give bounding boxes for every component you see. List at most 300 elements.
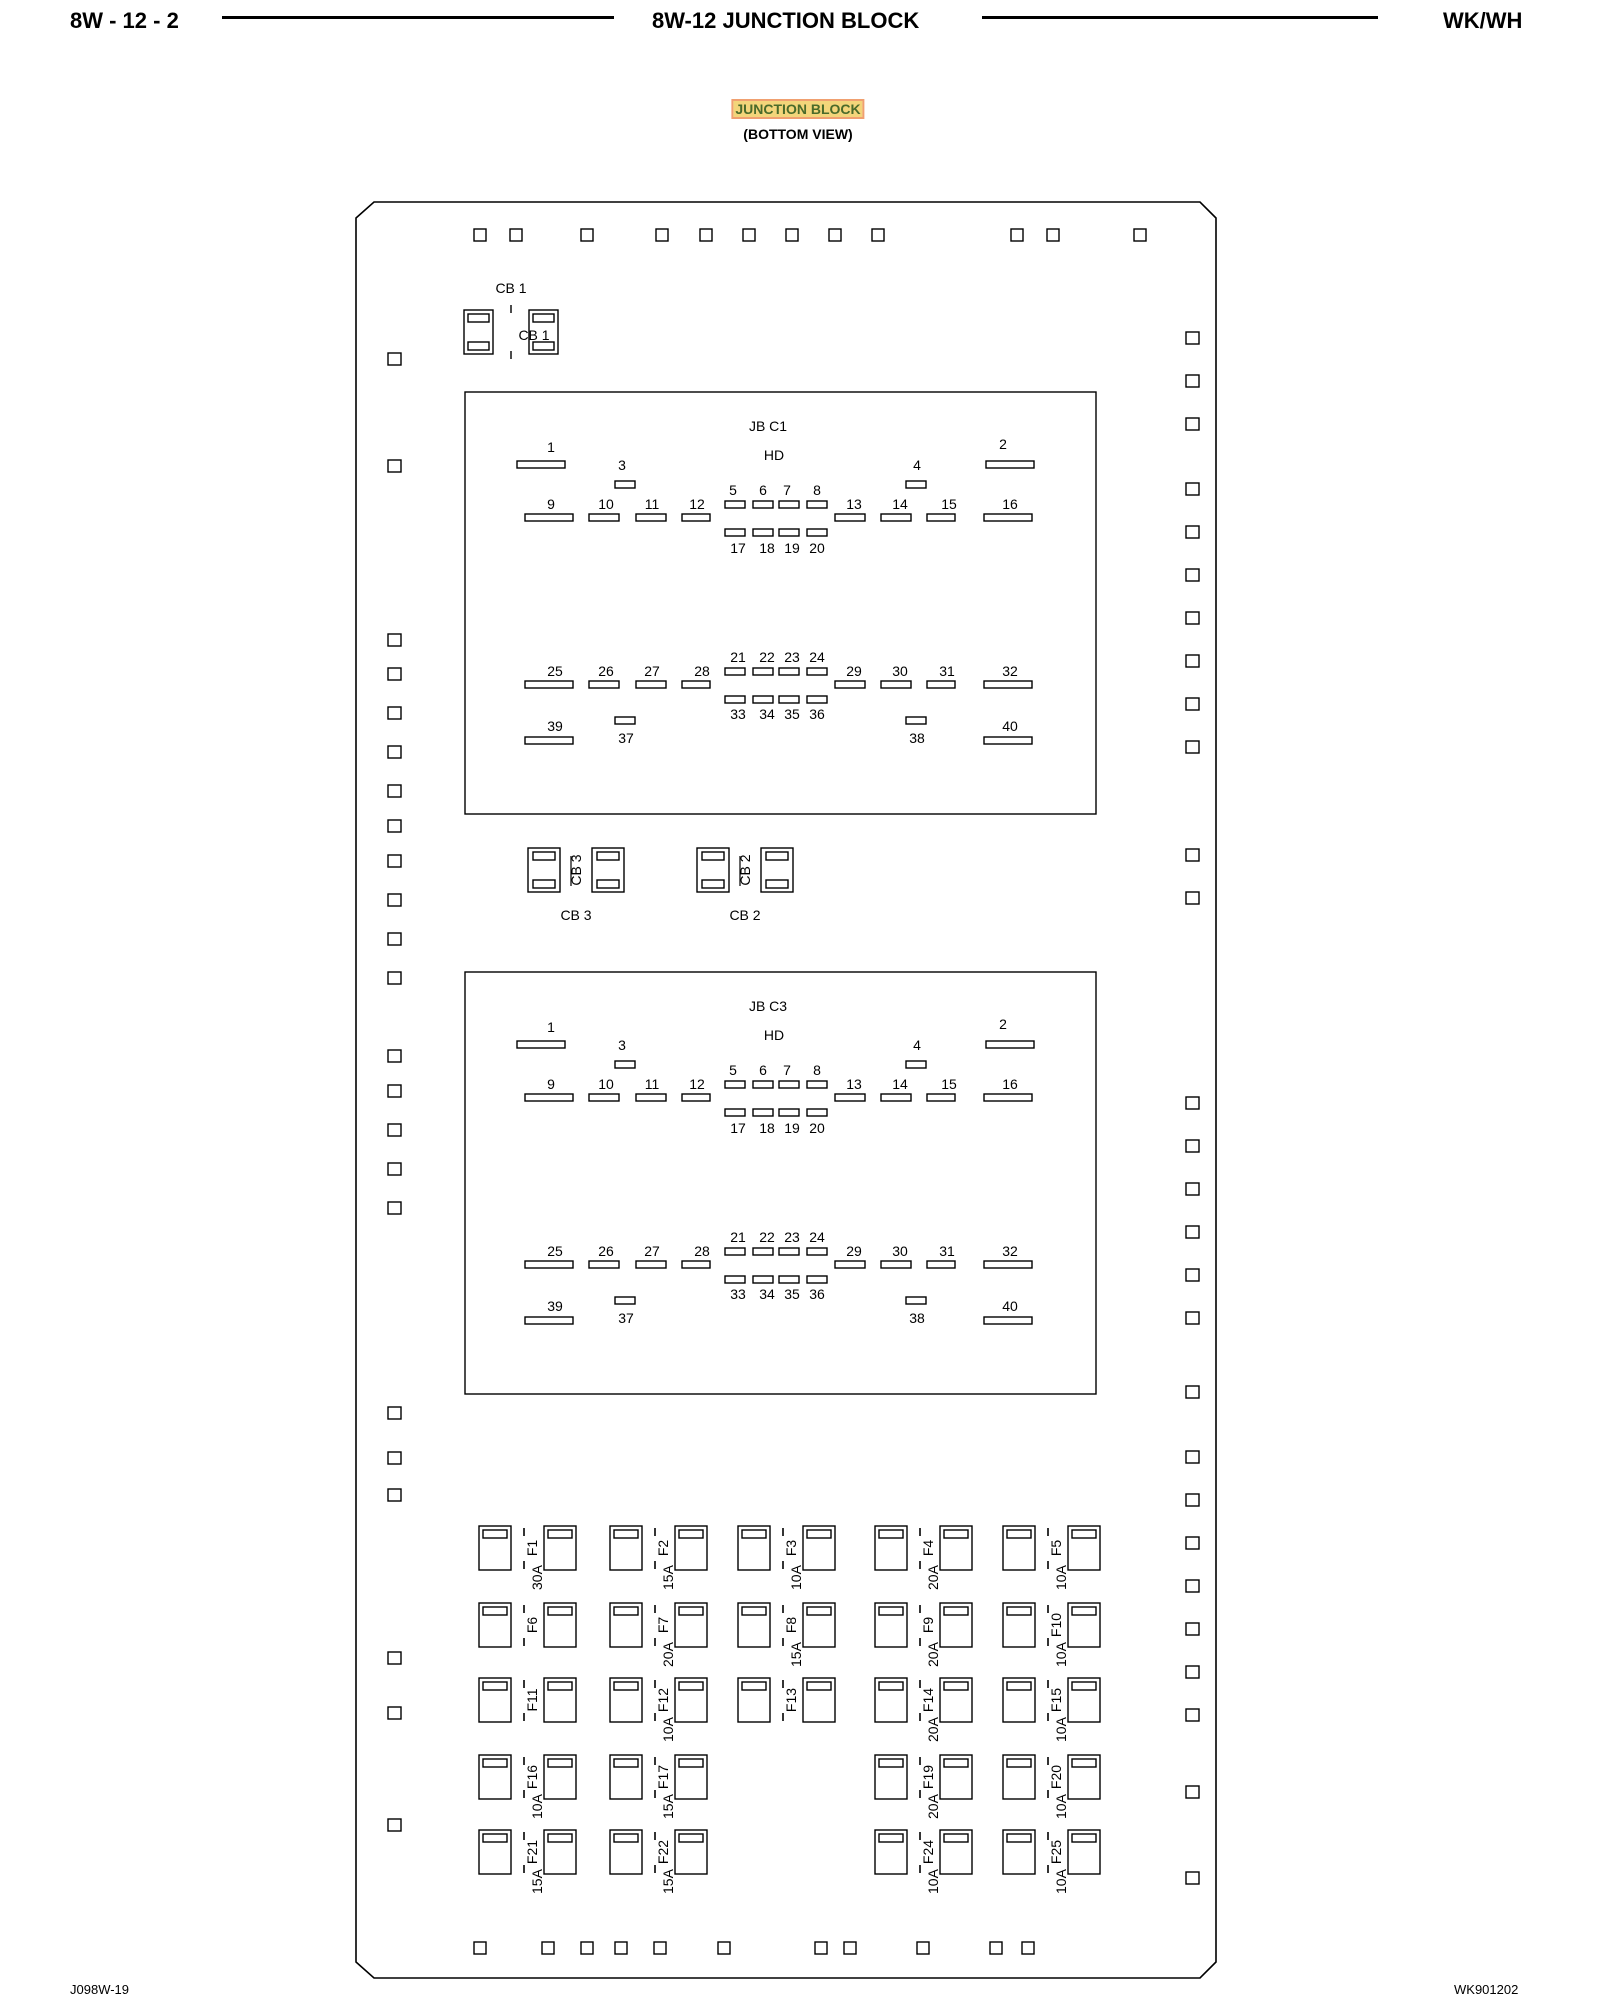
fuse-f21 (479, 1830, 576, 1894)
pin-label: 19 (784, 1120, 800, 1136)
pin-label: 21 (730, 1229, 746, 1245)
mount-square-right (1186, 698, 1199, 710)
fuse-slot (614, 1834, 638, 1842)
pin-label: 9 (547, 1076, 555, 1092)
fuse-slot (1072, 1607, 1096, 1615)
fuse-rating: 20A (925, 1642, 941, 1667)
fuse-rating: 10A (1053, 1794, 1069, 1819)
pin-label: 31 (939, 1243, 955, 1259)
mount-square-right (1186, 1269, 1199, 1281)
fuse-slot (614, 1530, 638, 1538)
pin-slot (906, 1061, 926, 1068)
pin-label: 32 (1002, 663, 1018, 679)
mount-square-left (388, 634, 401, 646)
pin-label: 23 (784, 1229, 800, 1245)
fuse-id: F15 (1048, 1687, 1064, 1713)
cb-slot (702, 852, 724, 860)
pin-slot (725, 529, 745, 536)
pin-slot (779, 1109, 799, 1116)
fuse-slot (548, 1834, 572, 1842)
mount-square-top (829, 229, 841, 241)
pin-label: 29 (846, 1243, 862, 1259)
fuse-f20 (1003, 1755, 1100, 1819)
footer-left-code: J098W-19 (70, 1982, 130, 1997)
pin-slot (636, 1261, 666, 1268)
fuse-id: F8 (783, 1616, 799, 1634)
mount-square-right (1186, 1386, 1199, 1398)
pin-label: 32 (1002, 1243, 1018, 1259)
pin-slot (984, 1094, 1032, 1101)
mount-square-bottom (615, 1942, 627, 1954)
fuse-rating: 10A (1053, 1869, 1069, 1894)
mount-square-left (388, 1202, 401, 1214)
mount-square-right (1186, 1451, 1199, 1463)
mount-square-top (656, 229, 668, 241)
mount-square-right (1186, 483, 1199, 495)
pin-slot (725, 1248, 745, 1255)
mount-square-right (1186, 849, 1199, 861)
pin-label: 7 (783, 1062, 791, 1078)
pin-slot (835, 681, 865, 688)
pin-slot (807, 529, 827, 536)
fuse-slot (483, 1834, 507, 1842)
pin-slot (615, 717, 635, 724)
page-title: 8W-12 JUNCTION BLOCK (652, 8, 920, 33)
pin-label: 24 (809, 1229, 825, 1245)
pin-slot (753, 501, 773, 508)
fuse-rating: 15A (788, 1642, 804, 1667)
pin-slot (881, 681, 911, 688)
fuse-rating: 10A (925, 1869, 941, 1894)
pin-label: 29 (846, 663, 862, 679)
pin-label: 20 (809, 540, 825, 556)
pin-label: 28 (694, 663, 710, 679)
mount-square-bottom (474, 1942, 486, 1954)
fuse-slot (1007, 1530, 1031, 1538)
pin-slot (725, 1276, 745, 1283)
fuse-f22 (610, 1830, 707, 1894)
pin-label: 36 (809, 1286, 825, 1302)
fuse-rating: 20A (660, 1642, 676, 1667)
pin-slot (906, 717, 926, 724)
pin-label: 21 (730, 649, 746, 665)
mount-square-bottom (917, 1942, 929, 1954)
pin-slot (807, 1109, 827, 1116)
pin-slot (927, 1094, 955, 1101)
fuse-slot (944, 1834, 968, 1842)
cb-slot (533, 314, 554, 322)
fuse-rating: 10A (788, 1565, 804, 1590)
fuse-f13 (738, 1678, 835, 1722)
pin-label: 34 (759, 706, 775, 722)
fuse-id: F3 (783, 1539, 799, 1557)
cb-inner-label: CB 2 (737, 854, 753, 886)
pin-label: 7 (783, 482, 791, 498)
pin-label: 25 (547, 1243, 563, 1259)
connector-name: JB C3 (748, 998, 788, 1014)
mount-square-left (388, 746, 401, 758)
pin-label: 31 (939, 663, 955, 679)
pin-label: 9 (547, 496, 555, 512)
pin-label: 34 (759, 1286, 775, 1302)
pin-slot (779, 1248, 799, 1255)
mount-square-top (1011, 229, 1023, 241)
connector-type: HD (763, 447, 785, 463)
mount-square-left (388, 1819, 401, 1831)
fuse-f15 (1003, 1678, 1100, 1742)
pin-label: 15 (941, 496, 957, 512)
fuse-slot (944, 1607, 968, 1615)
pin-slot (525, 1261, 573, 1268)
pin-label: 26 (598, 1243, 614, 1259)
mount-square-bottom (990, 1942, 1002, 1954)
fuse-slot (807, 1682, 831, 1690)
pin-label: 5 (729, 1062, 737, 1078)
mount-square-left (388, 1085, 401, 1097)
block-subtitle: (BOTTOM VIEW) (743, 126, 853, 142)
pin-slot (807, 696, 827, 703)
fuse-id: F5 (1048, 1539, 1064, 1557)
fuse-slot (548, 1682, 572, 1690)
fuse-id: F19 (920, 1764, 936, 1790)
pin-slot (835, 1094, 865, 1101)
mount-square-top (1047, 229, 1059, 241)
fuse-slot (679, 1530, 703, 1538)
fuse-slot (1072, 1834, 1096, 1842)
pin-label: 3 (618, 457, 626, 473)
fuse-slot (944, 1530, 968, 1538)
mount-square-left (388, 855, 401, 867)
pin-slot (807, 1248, 827, 1255)
pin-slot (682, 514, 710, 521)
pin-slot (779, 1081, 799, 1088)
pin-label: 22 (759, 1229, 775, 1245)
pin-label: 11 (644, 496, 660, 512)
fuse-slot (879, 1607, 903, 1615)
mount-square-left (388, 933, 401, 945)
pin-label: 40 (1002, 718, 1018, 734)
pin-slot (984, 1317, 1032, 1324)
mount-square-right (1186, 375, 1199, 387)
pin-slot (906, 1297, 926, 1304)
fuse-id: F20 (1048, 1764, 1064, 1790)
fuse-f19 (875, 1755, 972, 1819)
fuse-f14 (875, 1678, 972, 1742)
pin-slot (615, 1297, 635, 1304)
mount-square-right (1186, 332, 1199, 344)
pin-slot (779, 501, 799, 508)
pin-label: 10 (598, 496, 614, 512)
pin-slot (725, 696, 745, 703)
pin-slot (682, 1094, 710, 1101)
mount-square-top (700, 229, 712, 241)
mount-square-top (474, 229, 486, 241)
mount-square-top (743, 229, 755, 241)
pin-slot (881, 514, 911, 521)
pin-label: 12 (689, 1076, 705, 1092)
fuse-slot (879, 1682, 903, 1690)
fuse-slot (1007, 1759, 1031, 1767)
mount-square-left (388, 1452, 401, 1464)
pin-slot (525, 681, 573, 688)
pin-slot (986, 461, 1034, 468)
pin-slot (779, 696, 799, 703)
fuse-f16 (479, 1755, 576, 1819)
fuse-slot (548, 1530, 572, 1538)
fuse-rating: 15A (660, 1869, 676, 1894)
mount-square-right (1186, 1097, 1199, 1109)
fuse-id: F6 (524, 1616, 540, 1634)
fuse-slot (879, 1759, 903, 1767)
mount-square-left (388, 1163, 401, 1175)
pin-slot (881, 1094, 911, 1101)
pin-label: 25 (547, 663, 563, 679)
cb-slot (533, 852, 555, 860)
fuse-id: F10 (1048, 1612, 1064, 1638)
fuse-slot (614, 1682, 638, 1690)
pin-slot (984, 681, 1032, 688)
pin-label: 33 (730, 706, 746, 722)
pin-slot (927, 1261, 955, 1268)
fuse-f2 (610, 1526, 707, 1590)
pin-label: 16 (1002, 1076, 1018, 1092)
pin-slot (682, 681, 710, 688)
fuse-rating: 20A (925, 1717, 941, 1742)
fuse-slot (614, 1759, 638, 1767)
mount-square-left (388, 1489, 401, 1501)
fuse-slot (742, 1530, 766, 1538)
pin-slot (807, 1081, 827, 1088)
pin-label: 40 (1002, 1298, 1018, 1314)
fuse-slot (1072, 1530, 1096, 1538)
fuse-f9 (875, 1603, 972, 1667)
fuse-rating: 15A (660, 1794, 676, 1819)
fuse-rating: 10A (1053, 1565, 1069, 1590)
fuse-id: F4 (920, 1539, 936, 1557)
cb-inner-label: CB 1 (518, 327, 550, 343)
connector-jb-c1 (465, 392, 1096, 814)
fuse-id: F24 (920, 1839, 936, 1865)
fuse-slot (483, 1759, 507, 1767)
fuse-rating: 15A (529, 1869, 545, 1894)
fuse-slot (742, 1682, 766, 1690)
cb-inner-label: CB 3 (568, 854, 584, 886)
pin-slot (589, 514, 619, 521)
cb-slot (702, 880, 724, 888)
mount-square-bottom (844, 1942, 856, 1954)
mount-square-right (1186, 1666, 1199, 1678)
cb-slot (766, 852, 788, 860)
pin-slot (753, 1109, 773, 1116)
fuse-slot (483, 1682, 507, 1690)
mount-square-right (1186, 1140, 1199, 1152)
mount-square-top (1134, 229, 1146, 241)
fuse-f12 (610, 1678, 707, 1742)
fuse-f3 (738, 1526, 835, 1590)
mount-square-right (1186, 569, 1199, 581)
pin-label: 15 (941, 1076, 957, 1092)
mount-square-right (1186, 1580, 1199, 1592)
pin-label: 22 (759, 649, 775, 665)
pin-label: 39 (547, 718, 563, 734)
pin-slot (615, 481, 635, 488)
fuse-f1 (479, 1526, 576, 1590)
fuse-id: F22 (655, 1839, 671, 1865)
cb-slot (468, 342, 489, 350)
pin-label: 37 (618, 730, 634, 746)
mount-square-left (388, 972, 401, 984)
fuse-id: F14 (920, 1687, 936, 1713)
mount-square-left (388, 460, 401, 472)
fuse-f25 (1003, 1830, 1100, 1894)
fuse-id: F17 (655, 1764, 671, 1790)
pin-label: 14 (892, 496, 908, 512)
pin-slot (984, 737, 1032, 744)
cb-slot (468, 314, 489, 322)
pin-label: 5 (729, 482, 737, 498)
pin-label: 18 (759, 1120, 775, 1136)
pin-label: 13 (846, 1076, 862, 1092)
pin-label: 17 (730, 1120, 746, 1136)
pin-slot (984, 514, 1032, 521)
mount-square-right (1186, 1494, 1199, 1506)
pin-slot (525, 514, 573, 521)
fuse-rating: 20A (925, 1794, 941, 1819)
pin-slot (779, 668, 799, 675)
mount-square-top (581, 229, 593, 241)
pin-slot (807, 1276, 827, 1283)
pin-slot (589, 1094, 619, 1101)
pin-label: 16 (1002, 496, 1018, 512)
pin-slot (753, 668, 773, 675)
fuse-id: F11 (524, 1688, 540, 1712)
pin-slot (984, 1261, 1032, 1268)
mount-square-right (1186, 655, 1199, 667)
circuit-breaker-3 (528, 848, 624, 923)
fuse-slot (944, 1682, 968, 1690)
fuse-slot (807, 1530, 831, 1538)
pin-label: 37 (618, 1310, 634, 1326)
pin-slot (753, 1248, 773, 1255)
mount-square-right (1186, 892, 1199, 904)
fuse-rating: 15A (660, 1565, 676, 1590)
mount-square-right (1186, 1312, 1199, 1324)
fuse-f7 (610, 1603, 707, 1667)
pin-slot (636, 681, 666, 688)
pin-label: 8 (813, 482, 821, 498)
pin-label: 27 (644, 1243, 660, 1259)
mount-square-left (388, 1124, 401, 1136)
mount-square-right (1186, 741, 1199, 753)
pin-slot (906, 481, 926, 488)
pin-label: 10 (598, 1076, 614, 1092)
mount-square-right (1186, 1183, 1199, 1195)
pin-label: 12 (689, 496, 705, 512)
cb-label: CB 1 (495, 280, 527, 296)
mount-square-left (388, 353, 401, 365)
connector-type: HD (763, 1027, 785, 1043)
pin-slot (525, 737, 573, 744)
pin-label: 13 (846, 496, 862, 512)
fuse-slot (742, 1607, 766, 1615)
fuse-f24 (875, 1830, 972, 1894)
fuse-slot (679, 1759, 703, 1767)
pin-label: 2 (999, 1016, 1007, 1032)
fuse-slot (614, 1607, 638, 1615)
mount-square-bottom (654, 1942, 666, 1954)
model-code: WK/WH (1443, 8, 1523, 33)
fuse-slot (483, 1530, 507, 1538)
pin-slot (927, 514, 955, 521)
cb-slot (766, 880, 788, 888)
block-title-text: JUNCTION BLOCK (735, 101, 861, 117)
fuse-f5 (1003, 1526, 1100, 1590)
pin-slot (725, 501, 745, 508)
cb-slot (533, 880, 555, 888)
fuse-id: F1 (524, 1539, 540, 1557)
mount-square-left (388, 1407, 401, 1419)
pin-label: 39 (547, 1298, 563, 1314)
mount-square-left (388, 1652, 401, 1664)
pin-label: 28 (694, 1243, 710, 1259)
fuse-slot (483, 1607, 507, 1615)
pin-label: 1 (547, 439, 555, 455)
pin-slot (835, 514, 865, 521)
mount-square-left (388, 820, 401, 832)
cb-slot (597, 852, 619, 860)
fuse-id: F16 (524, 1764, 540, 1790)
pin-label: 23 (784, 649, 800, 665)
fuse-rating: 10A (1053, 1642, 1069, 1667)
fuse-rating: 30A (529, 1565, 545, 1590)
pin-slot (881, 1261, 911, 1268)
fuse-slot (679, 1607, 703, 1615)
circuit-breaker-1 (464, 280, 558, 359)
mount-square-left (388, 707, 401, 719)
fuse-f10 (1003, 1603, 1100, 1667)
mount-square-top (510, 229, 522, 241)
pin-label: 4 (913, 1037, 921, 1053)
pin-slot (589, 681, 619, 688)
pin-slot (753, 529, 773, 536)
footer-right-code: WK901202 (1454, 1982, 1519, 1997)
pin-label: 11 (644, 1076, 660, 1092)
mount-square-bottom (1022, 1942, 1034, 1954)
cb-label: CB 2 (729, 907, 761, 923)
fuse-slot (807, 1607, 831, 1615)
pin-label: 38 (909, 1310, 925, 1326)
fuse-rating: 20A (925, 1565, 941, 1590)
mount-square-bottom (718, 1942, 730, 1954)
pin-slot (753, 1276, 773, 1283)
pin-slot (779, 1276, 799, 1283)
fuse-slot (1007, 1834, 1031, 1842)
page-number: 8W - 12 - 2 (70, 8, 179, 33)
pin-slot (525, 1317, 573, 1324)
fuse-slot (1072, 1759, 1096, 1767)
circuit-breaker-2 (697, 848, 793, 923)
pin-label: 4 (913, 457, 921, 473)
pin-label: 2 (999, 436, 1007, 452)
pin-label: 33 (730, 1286, 746, 1302)
fuse-rating: 10A (1053, 1717, 1069, 1742)
fuse-f8 (738, 1603, 835, 1667)
pin-slot (525, 1094, 573, 1101)
fuse-slot (679, 1834, 703, 1842)
pin-label: 6 (759, 1062, 767, 1078)
fuse-id: F21 (524, 1839, 540, 1865)
pin-slot (517, 1041, 565, 1048)
